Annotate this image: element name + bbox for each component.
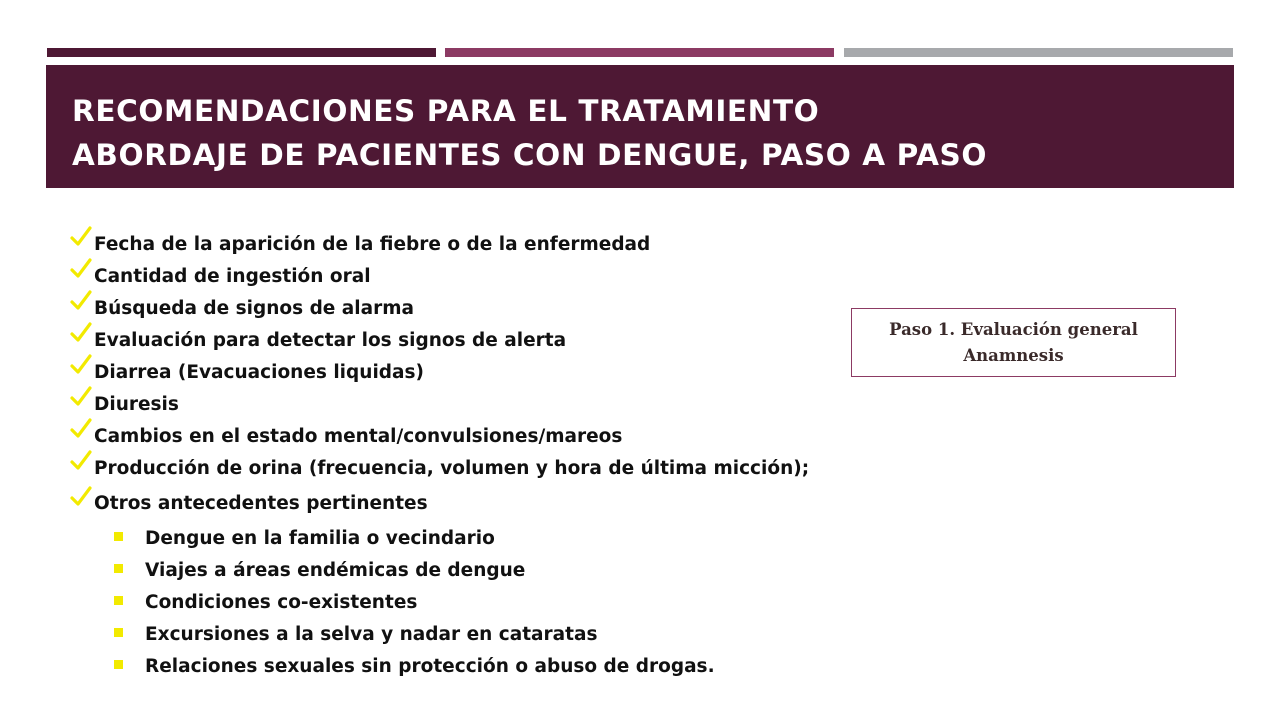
square-bullet-icon [114, 532, 123, 541]
square-bullet-icon [114, 596, 123, 605]
step-callout-subtitle: Anamnesis [963, 346, 1064, 365]
checkmark-icon [70, 450, 92, 472]
checklist [70, 226, 809, 518]
square-bullet-icon [114, 660, 123, 669]
checkmark-icon [70, 418, 92, 440]
checklist-item [70, 482, 809, 518]
sublist [113, 524, 715, 684]
checklist-item [70, 386, 809, 418]
square-bullet-icon [114, 564, 123, 573]
checkmark-icon [70, 258, 92, 280]
checklist-item [70, 418, 809, 450]
slide-title-line-2: ABORDAJE DE PACIENTES CON DENGUE, PASO A PASO [72, 138, 988, 172]
sublist-item [113, 652, 715, 684]
checklist-item-text: Otros antecedentes pertinentes [94, 493, 428, 514]
checkmark-icon [70, 290, 92, 312]
checklist-item [70, 354, 809, 386]
checkmark-icon [70, 354, 92, 376]
checklist-item-text: Diarrea (Evacuaciones liquidas) [94, 362, 424, 383]
checklist-item [70, 290, 809, 322]
decor-bar-left [47, 48, 436, 57]
checklist-item [70, 258, 809, 290]
sublist-item [113, 556, 715, 588]
step-callout-box [851, 308, 1176, 377]
sublist-item-text: Viajes a áreas endémicas de dengue [145, 560, 526, 581]
checklist-item [70, 322, 809, 354]
checklist-item-text: Evaluación para detectar los signos de alerta [94, 330, 567, 351]
step-callout-title: Paso 1. Evaluación general [889, 320, 1138, 339]
checkmark-icon [70, 322, 92, 344]
decor-bar-middle [445, 48, 834, 57]
checklist-item-text: Producción de orina (frecuencia, volumen y hora de última micción); [94, 458, 810, 479]
checklist-item-text: Búsqueda de signos de alarma [94, 298, 414, 319]
slide-header [46, 65, 1234, 188]
sublist-item [113, 620, 715, 652]
square-bullet-icon [114, 628, 123, 637]
checklist-item [70, 450, 809, 482]
sublist-item [113, 524, 715, 556]
checklist-item-text: Diuresis [94, 394, 179, 415]
sublist-item-text: Condiciones co-existentes [145, 592, 418, 613]
sublist-item-text: Dengue en la familia o vecindario [145, 528, 495, 549]
sublist-item [113, 588, 715, 620]
checklist-item [70, 226, 809, 258]
checkmark-icon [70, 226, 92, 248]
sublist-item-text: Relaciones sexuales sin protección o abuso de drogas. [145, 656, 715, 677]
checklist-item-text: Cambios en el estado mental/convulsiones/mareos [94, 426, 623, 447]
checklist-item-text: Cantidad de ingestión oral [94, 266, 371, 287]
checkmark-icon [70, 386, 92, 408]
slide-title-line-1: RECOMENDACIONES PARA EL TRATAMIENTO [72, 94, 820, 128]
checkmark-icon [70, 486, 92, 508]
decor-bar-right [844, 48, 1233, 57]
sublist-item-text: Excursiones a la selva y nadar en cataratas [145, 624, 598, 645]
checklist-item-text: Fecha de la aparición de la fiebre o de la enfermedad [94, 234, 651, 255]
